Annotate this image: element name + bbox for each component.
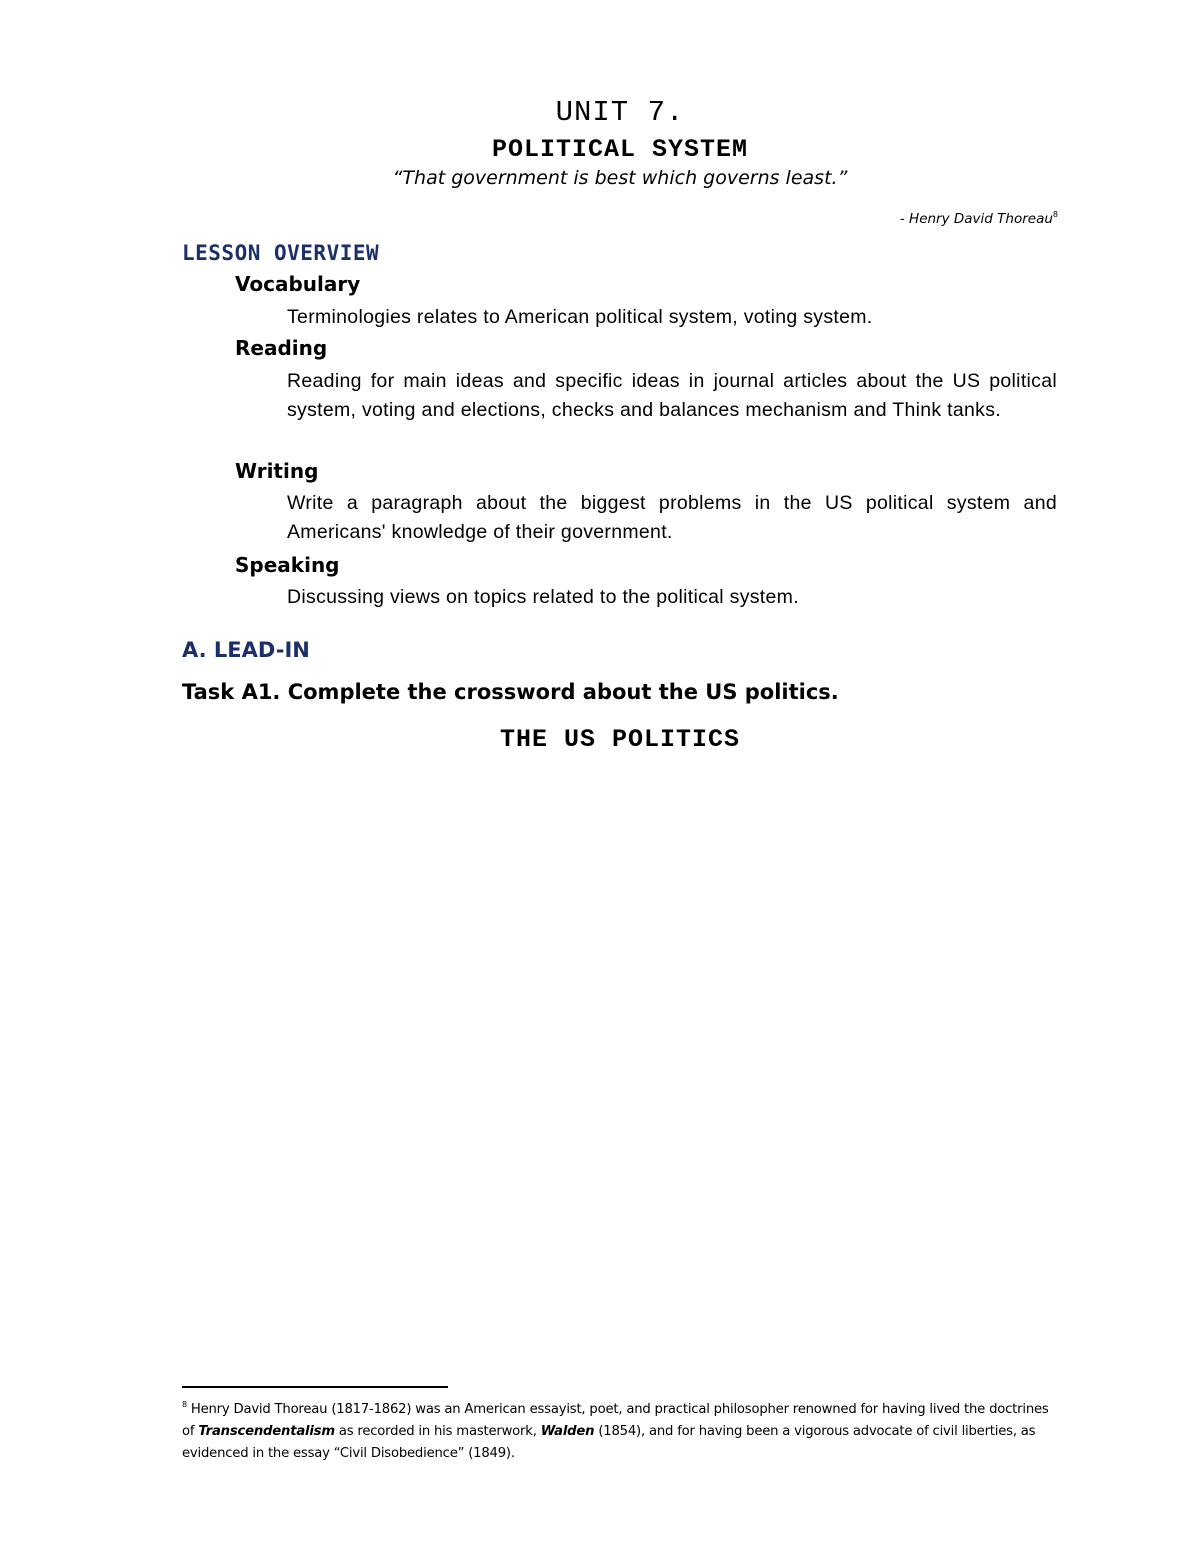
skill-desc-writing: Write a paragraph about the biggest problems in the US political system and Americans' knowledge of their government. (287, 492, 1057, 543)
epigraph-quote: “That government is best which governs least.” (392, 167, 848, 189)
footnote-text-1: Henry David Thoreau (1817-1862) was an American essayist, poet, and practical philosopher renowned for having lived the doctrines of (182, 1402, 1049, 1439)
unit-title: UNIT 7. (555, 96, 685, 129)
lesson-overview-heading: LESSON OVERVIEW (182, 241, 380, 265)
footnote-text-2: as recorded in his masterwork, (334, 1424, 541, 1439)
skill-label-reading: Reading (235, 336, 328, 360)
footnote-marker: 8 (182, 1400, 187, 1409)
task-a1-title: Task A1. Complete the crossword about the US politics. (182, 680, 839, 704)
skill-desc-speaking: Discussing views on topics related to the political system. (287, 586, 799, 608)
lead-in-heading: A. LEAD-IN (182, 638, 310, 662)
footnote-emphasis-transcendentalism: Transcendentalism (198, 1424, 335, 1439)
footnote (182, 1394, 1062, 1465)
skill-label-speaking: Speaking (235, 553, 340, 577)
footnote-separator (182, 1386, 448, 1388)
epigraph-author-name: - Henry David Thoreau (899, 211, 1053, 227)
footnote-text-3: (1854), and for having been a vigorous advocate of civil liberties, as evidenced in the essay “Civil Disobedience” (1849). (182, 1424, 1036, 1461)
footnote-emphasis-walden: Walden (540, 1424, 595, 1439)
skill-label-writing: Writing (235, 459, 319, 483)
skill-label-vocabulary: Vocabulary (235, 272, 361, 296)
footnote-reference[interactable]: 8 (1052, 210, 1058, 219)
skill-desc-reading: Reading for main ideas and specific ideas in journal articles about the US political system, voting and elections, checks and balances mechanism and Think tanks. (287, 370, 1057, 421)
unit-subtitle: POLITICAL SYSTEM (491, 135, 749, 164)
skill-desc-vocabulary: Terminologies relates to American political system, voting system. (287, 306, 873, 328)
crossword-title: THE US POLITICS (499, 725, 741, 754)
epigraph-author (900, 210, 1058, 227)
